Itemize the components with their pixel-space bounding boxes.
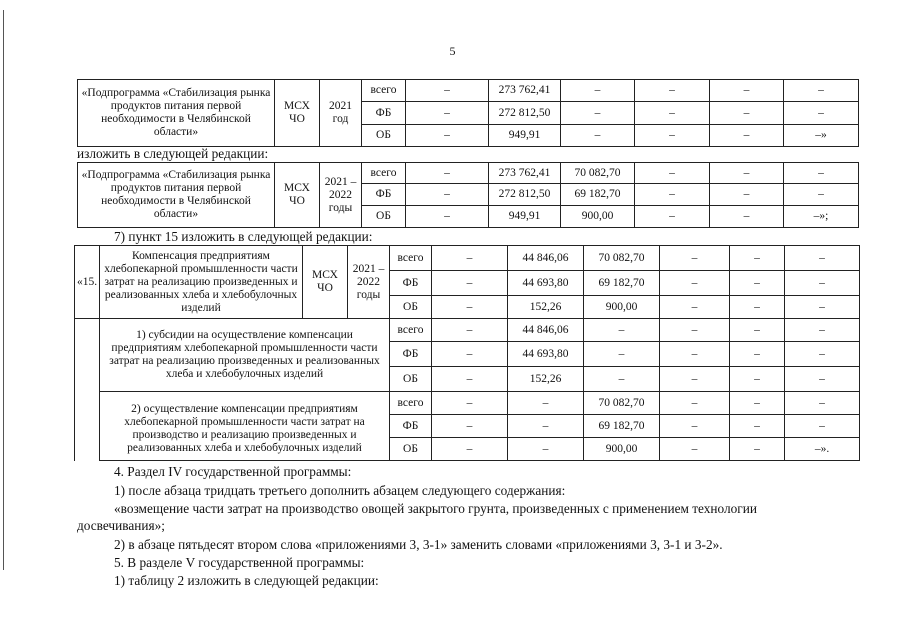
- cell: ОБ: [390, 367, 432, 392]
- left-margin-line: [3, 10, 4, 570]
- paragraph-4-quote-line-2: досвечивания»;: [77, 518, 165, 533]
- cell: –: [406, 80, 489, 102]
- cell: 949,91: [489, 206, 561, 228]
- cell: 70 082,70: [584, 392, 660, 415]
- cell: всего: [362, 80, 406, 102]
- table-subprogram-new: [77, 162, 859, 228]
- years-cell: 2021 – 2022 годы: [348, 246, 390, 319]
- subitem-2-text: 2) осуществление компенсации предприятиям хлебопекарной промышленности части затрат на производство и реализацию произведенных и реализованных хлеба и хлебобулочных изделий: [100, 392, 390, 461]
- paragraph-5: 5. В разделе V государственной программы:: [114, 555, 365, 570]
- cell: –: [660, 271, 730, 296]
- cell: –: [785, 271, 860, 296]
- cell: 44 846,06: [508, 246, 584, 271]
- years-cell: 2021 год: [320, 80, 362, 147]
- cell: 44 846,06: [508, 319, 584, 342]
- cell: ФБ: [390, 415, 432, 438]
- item-name: Компенсация предприятиям хлебопекарной промышленности части затрат на реализацию произведенных и реализованных хлеба и хлебобулочных изделий: [100, 246, 303, 319]
- org-cell: МСХ ЧО: [303, 246, 348, 319]
- cell: 900,00: [584, 438, 660, 461]
- cell: –: [635, 206, 710, 228]
- table-subprogram-old: [77, 79, 859, 147]
- cell: –: [710, 163, 784, 184]
- cell: –: [406, 102, 489, 125]
- cell: –: [584, 319, 660, 342]
- cell: –: [635, 163, 710, 184]
- cell: 900,00: [561, 206, 635, 228]
- cell: –: [660, 438, 730, 461]
- cell: –: [660, 342, 730, 367]
- cell: –: [406, 206, 489, 228]
- cell: –: [730, 438, 785, 461]
- cell: ФБ: [390, 271, 432, 296]
- cell: –: [785, 367, 860, 392]
- cell: 152,26: [508, 367, 584, 392]
- empty-cell: [75, 319, 100, 461]
- cell: ОБ: [390, 438, 432, 461]
- cell: –: [660, 296, 730, 319]
- cell: –».: [785, 438, 860, 461]
- cell: –: [406, 125, 489, 147]
- cell: –: [635, 80, 710, 102]
- cell: ОБ: [390, 296, 432, 319]
- cell: всего: [390, 392, 432, 415]
- cell: –: [730, 271, 785, 296]
- cell: –: [785, 246, 860, 271]
- cell: 949,91: [489, 125, 561, 147]
- cell: –: [784, 102, 859, 125]
- cell: –: [785, 392, 860, 415]
- cell: –: [785, 319, 860, 342]
- cell: –: [730, 319, 785, 342]
- cell: ОБ: [362, 125, 406, 147]
- paragraph-4-2: 2) в абзаце пятьдесят втором слова «приложениями 3, 3-1» заменить словами «приложениями 3, 3-1 и 3-2».: [114, 537, 723, 552]
- cell: –: [432, 392, 508, 415]
- cell: ФБ: [362, 184, 406, 206]
- paragraph-5-1: 1) таблицу 2 изложить в следующей редакции:: [114, 573, 379, 588]
- cell: –: [432, 342, 508, 367]
- cell: 272 812,50: [489, 184, 561, 206]
- cell: –: [406, 184, 489, 206]
- item-7-heading: 7) пункт 15 изложить в следующей редакции:: [114, 229, 373, 244]
- cell: –: [432, 438, 508, 461]
- cell: –: [730, 367, 785, 392]
- cell: –: [508, 392, 584, 415]
- cell: 69 182,70: [584, 415, 660, 438]
- cell: 44 693,80: [508, 342, 584, 367]
- cell: –: [785, 342, 860, 367]
- cell: ОБ: [362, 206, 406, 228]
- cell: –: [406, 163, 489, 184]
- cell: –: [635, 125, 710, 147]
- cell: –: [561, 80, 635, 102]
- text-redakcii: изложить в следующей редакции:: [77, 146, 269, 161]
- cell: –: [785, 415, 860, 438]
- cell: 273 762,41: [489, 163, 561, 184]
- subprogram-name: «Подпрограмма «Стабилизация рынка продуктов питания первой необходимости в Челябинской области»: [78, 163, 275, 228]
- cell: –: [784, 80, 859, 102]
- cell: –: [730, 415, 785, 438]
- cell: –: [785, 296, 860, 319]
- cell: –: [730, 342, 785, 367]
- cell: –»;: [784, 206, 859, 228]
- cell: 70 082,70: [584, 246, 660, 271]
- cell: ФБ: [390, 342, 432, 367]
- cell: –: [710, 102, 784, 125]
- cell: –: [730, 296, 785, 319]
- cell: 273 762,41: [489, 80, 561, 102]
- cell: –: [508, 415, 584, 438]
- cell: –: [710, 184, 784, 206]
- cell: 70 082,70: [561, 163, 635, 184]
- cell: –: [660, 367, 730, 392]
- cell: –: [584, 342, 660, 367]
- cell: –: [432, 415, 508, 438]
- cell: –: [710, 206, 784, 228]
- cell: –: [432, 246, 508, 271]
- cell: 272 812,50: [489, 102, 561, 125]
- cell: –: [710, 80, 784, 102]
- cell: –: [432, 367, 508, 392]
- subitem-1-text: 1) субсидии на осуществление компенсации предприятиям хлебопекарной промышленности части затрат на реализацию произведенных и реализованных хлеба и хлебобулочных изделий: [100, 319, 390, 392]
- cell: 44 693,80: [508, 271, 584, 296]
- cell: –: [432, 296, 508, 319]
- years-cell: 2021 – 2022 годы: [320, 163, 362, 228]
- cell: –: [660, 415, 730, 438]
- table-item-15: [74, 245, 860, 461]
- cell: –: [784, 184, 859, 206]
- org-cell: МСХ ЧО: [275, 80, 320, 147]
- cell: –: [635, 102, 710, 125]
- cell: –: [561, 125, 635, 147]
- cell: –: [730, 246, 785, 271]
- cell: –: [660, 246, 730, 271]
- cell: –: [432, 271, 508, 296]
- cell: 900,00: [584, 296, 660, 319]
- cell: –: [508, 438, 584, 461]
- cell: –: [710, 125, 784, 147]
- cell: 152,26: [508, 296, 584, 319]
- cell: всего: [390, 319, 432, 342]
- paragraph-4: 4. Раздел IV государственной программы:: [114, 464, 352, 479]
- cell: –: [660, 392, 730, 415]
- subprogram-name: «Подпрограмма «Стабилизация рынка продуктов питания первой необходимости в Челябинской области»: [78, 80, 275, 147]
- cell: 69 182,70: [584, 271, 660, 296]
- cell: –: [432, 319, 508, 342]
- page-number: 5: [449, 44, 456, 58]
- cell: –»: [784, 125, 859, 147]
- cell: –: [660, 319, 730, 342]
- cell: всего: [390, 246, 432, 271]
- cell: –: [635, 184, 710, 206]
- item-number: «15.: [75, 246, 100, 319]
- org-cell: МСХ ЧО: [275, 163, 320, 228]
- cell: –: [584, 367, 660, 392]
- cell: –: [561, 102, 635, 125]
- cell: ФБ: [362, 102, 406, 125]
- cell: –: [784, 163, 859, 184]
- paragraph-4-quote-line-1: «возмещение части затрат на производство овощей закрытого грунта, произведенных с применением технологии: [114, 501, 757, 516]
- cell: –: [730, 392, 785, 415]
- paragraph-4-1: 1) после абзаца тридцать третьего дополнить абзацем следующего содержания:: [114, 483, 566, 498]
- cell: 69 182,70: [561, 184, 635, 206]
- cell: всего: [362, 163, 406, 184]
